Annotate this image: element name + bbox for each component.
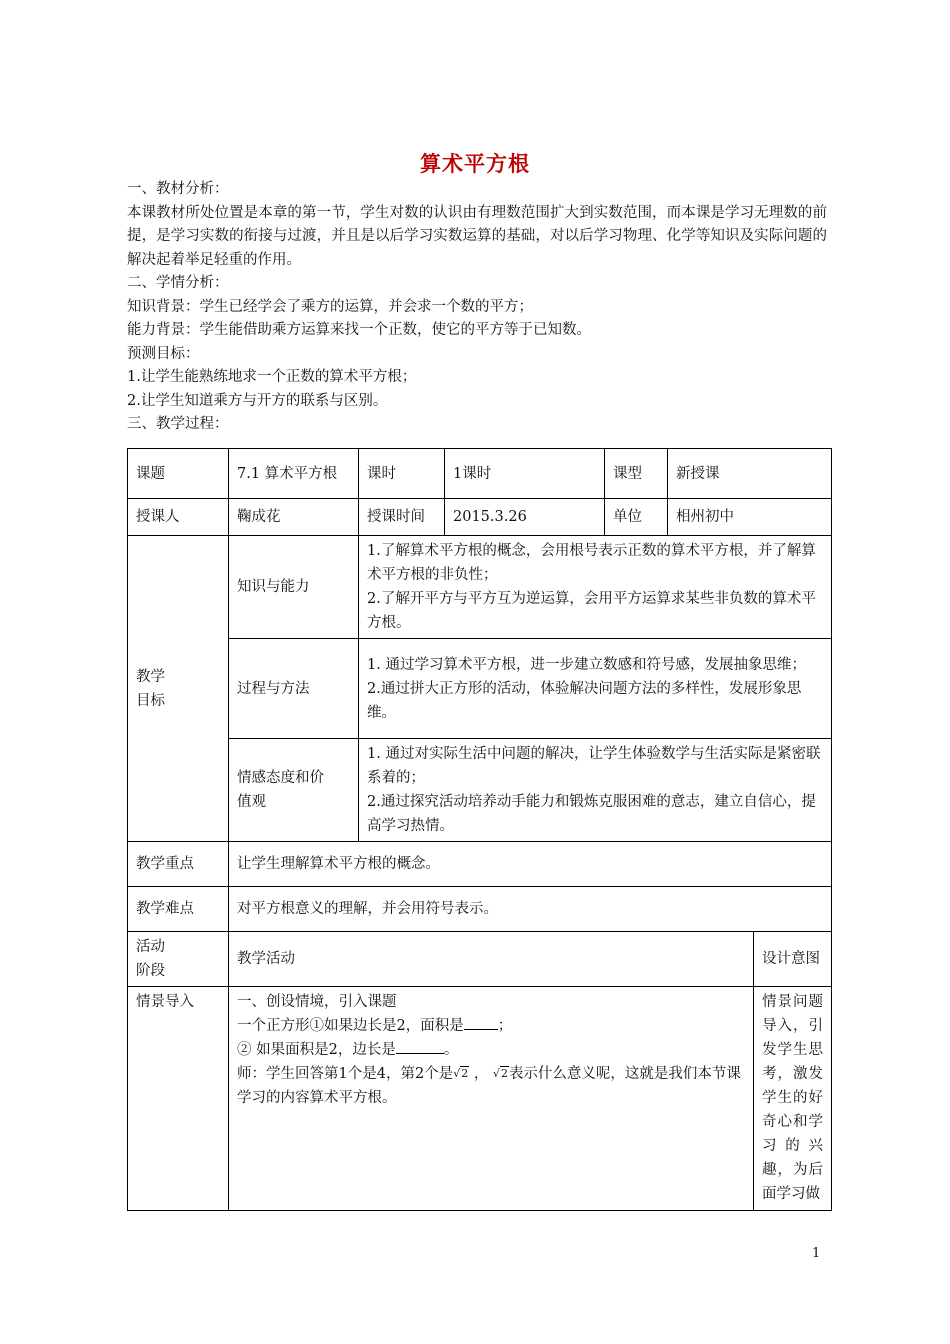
- goal-text: 1. 通过对实际生活中问题的解决，让学生体验数学与生活实际是紧密联系着的；: [367, 746, 821, 786]
- time-label: 授课时间: [359, 499, 445, 536]
- document-title: 算术平方根: [420, 152, 530, 176]
- time-value: 2015.3.26: [445, 499, 605, 536]
- goal-text: 1.了解算术平方根的概念，会用根号表示正数的算术平方根，并了解算术平方根的非负性；: [367, 543, 816, 583]
- unit-label: 单位: [605, 499, 668, 536]
- activity-line: 一个正方形①如果边长是2，面积是 ；: [237, 1018, 513, 1034]
- difficulty-label: 教学难点: [128, 887, 229, 932]
- goal-heading: 预测目标：: [127, 345, 200, 362]
- intent-header: 设计意图: [754, 932, 832, 987]
- design-intent: 情景问题导入，引发学生思考，激发学生的好奇心和学习的兴趣，为后面学习做: [754, 987, 832, 1211]
- knowledge-background: 知识背景：学生已经学会了乘方的运算，并会求一个数的平方；: [127, 298, 533, 315]
- sqrt-symbol: √2: [492, 1067, 508, 1080]
- activity-line: 一、创设情境，引入课题: [237, 994, 397, 1010]
- type-value: 新授课: [668, 449, 832, 499]
- teacher-value: 鞠成花: [229, 499, 359, 536]
- goal-category: 知识与能力: [229, 536, 359, 639]
- activity-header: 教学活动: [229, 932, 754, 987]
- stage-header: 活动阶段: [128, 932, 229, 987]
- goal-text: 2.通过拼大正方形的活动，体验解决问题方法的多样性，发展形象思维。: [367, 680, 802, 721]
- goal-content: [359, 639, 832, 739]
- activity-line: ② 如果面积是2，边长是 。: [237, 1042, 459, 1058]
- goal-text: 2.了解开平方与平方互为逆运算，会用平方运算求某些非负数的算术平方根。: [367, 591, 816, 631]
- answer-blank: [396, 1053, 444, 1054]
- table-row: [128, 449, 832, 499]
- goals-label: 教学目标: [128, 536, 229, 842]
- hours-label: 课时: [359, 449, 445, 499]
- table-row: [128, 536, 832, 639]
- intro-section: [127, 178, 827, 437]
- table-row: [128, 842, 832, 887]
- activity-line: 师：学生回答第1个是4，第2个是√2 ， √2表示什么意义呢，这就是我们本节课学习的内容算术平方根。: [237, 1066, 741, 1106]
- table-row: [128, 987, 832, 1211]
- hours-value: 1课时: [445, 449, 605, 499]
- page-number: 1: [812, 1246, 821, 1261]
- section-heading-students: 二、学情分析：: [127, 275, 229, 291]
- answer-blank: [464, 1029, 498, 1030]
- table-row: [128, 739, 832, 842]
- goal-content: [359, 739, 832, 842]
- table-row: [128, 932, 832, 987]
- key-point-value: 让学生理解算术平方根的概念。: [229, 842, 832, 887]
- table-row: [128, 639, 832, 739]
- sqrt-symbol: √2: [453, 1067, 469, 1080]
- topic-label: 课题: [128, 449, 229, 499]
- goal-item-1: 1.让学生能熟练地求一个正数的算术平方根；: [127, 369, 417, 385]
- goal-category: 情感态度和价值观: [229, 739, 359, 842]
- unit-value: 相州初中: [668, 499, 832, 536]
- section-heading-process: 三、教学过程：: [127, 416, 229, 432]
- goal-content: [359, 536, 832, 639]
- key-point-label: 教学重点: [128, 842, 229, 887]
- section-heading-materials: 一、教材分析：: [127, 181, 229, 197]
- goal-text: 1. 通过学习算术平方根，进一步建立数感和符号感，发展抽象思维；: [367, 656, 806, 673]
- teacher-label: 授课人: [128, 499, 229, 536]
- goal-text: 2.通过探究活动培养动手能力和锻炼克服困难的意志，建立自信心，提高学习热情。: [367, 794, 816, 834]
- table-row: [128, 887, 832, 932]
- goal-category: 过程与方法: [229, 639, 359, 739]
- goal-item-2: 2.让学生知道乘方与开方的联系与区别。: [127, 392, 388, 409]
- activity-content: [229, 987, 754, 1211]
- materials-analysis-text: 本课教材所处位置是本章的第一节，学生对数的认识由有理数范围扩大到实数范围，而本课是学习无理数的前提，是学习实数的衔接与过渡，并且是以后学习实数运算的基础，对以后学习物理、化学等知识及实际问题的解决起着举足轻重的作用。: [127, 204, 827, 268]
- lesson-plan-table: [127, 448, 832, 1211]
- stage-name: 情景导入: [128, 987, 229, 1211]
- ability-background: 能力背景：学生能借助乘方运算来找一个正数，使它的平方等于已知数。: [127, 322, 591, 338]
- difficulty-value: 对平方根意义的理解，并会用符号表示。: [229, 887, 832, 932]
- topic-value: 7.1 算术平方根: [229, 449, 359, 499]
- table-row: [128, 499, 832, 536]
- type-label: 课型: [605, 449, 668, 499]
